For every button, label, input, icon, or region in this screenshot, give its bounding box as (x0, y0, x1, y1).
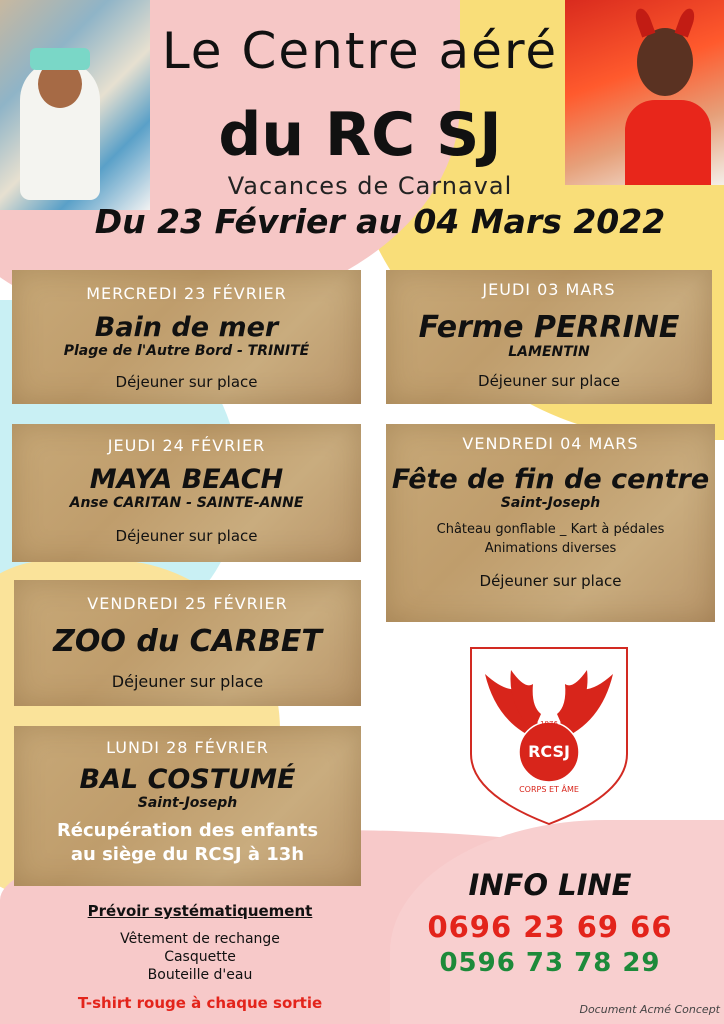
activity-card-vendredi-25 (14, 580, 361, 706)
activity-title: BAL COSTUMÉ (79, 764, 296, 795)
activity-title: Ferme PERRINE (418, 310, 680, 345)
pickup-line-2: au siège du RCSJ à 13h (70, 843, 305, 865)
activity-lunch: Déjeuner sur place (111, 672, 264, 691)
tshirt-note: T-shirt rouge à chaque sortie (77, 994, 323, 1012)
checklist-item: Vêtement de rechange (120, 931, 280, 947)
activity-card-lundi-28 (14, 726, 361, 886)
activity-location: LAMENTIN (508, 344, 590, 360)
activity-title: Bain de mer (94, 312, 279, 343)
subtitle: Vacances de Carnaval (227, 172, 513, 200)
activity-day: MERCREDI 23 FÉVRIER (86, 284, 287, 303)
pickup-line-1: Récupération des enfants (56, 819, 319, 841)
phone-number-landline: 0596 73 78 29 (439, 948, 661, 978)
document-credit: Document Acmé Concept (579, 1003, 720, 1016)
activity-card-jeudi-03 (386, 270, 712, 404)
activity-day: VENDREDI 04 MARS (462, 434, 639, 453)
activity-lunch: Déjeuner sur place (115, 526, 258, 545)
activity-note-line-1: Château gonflable _ Kart à pédales (436, 521, 665, 537)
logo-year: 1976 (540, 720, 558, 728)
activity-location: Saint-Joseph (137, 794, 238, 811)
phone-number-mobile: 0696 23 69 66 (427, 910, 673, 944)
activity-card-jeudi-24 (12, 424, 361, 562)
rcsj-club-logo (467, 644, 631, 828)
date-range: Du 23 Février au 04 Mars 2022 (94, 202, 666, 241)
activity-note-line-2: Animations diverses (484, 540, 617, 556)
carnival-child-photo-right (565, 0, 724, 185)
activity-title: Fête de fin de centre (391, 464, 710, 495)
activity-day: VENDREDI 25 FÉVRIER (87, 594, 288, 613)
checklist-item: Casquette (164, 949, 236, 966)
activity-lunch: Déjeuner sur place (479, 572, 622, 591)
checklist-item: Bouteille d'eau (147, 967, 253, 984)
activity-location: Saint-Joseph (500, 494, 601, 511)
logo-name: RCSJ (528, 742, 570, 761)
activity-title: MAYA BEACH (89, 464, 284, 495)
info-line-title: INFO LINE (468, 868, 632, 902)
activity-lunch: Déjeuner sur place (478, 372, 620, 390)
activity-card-mercredi (12, 270, 361, 404)
checklist-title: Prévoir systématiquement (87, 902, 313, 920)
activity-location: Anse CARITAN - SAINTE-ANNE (69, 494, 304, 511)
activity-card-vendredi-04 (386, 424, 715, 622)
title-line-1: Le Centre aéré (161, 22, 559, 80)
activity-day: JEUDI 24 FÉVRIER (107, 436, 266, 455)
title-line-2: du RC SJ (218, 100, 502, 170)
activity-lunch: Déjeuner sur place (115, 372, 258, 391)
activity-title: ZOO du CARBET (53, 624, 322, 659)
logo-motto: CORPS ET ÂME (519, 785, 579, 794)
activity-day: JEUDI 03 MARS (482, 280, 616, 299)
carnival-child-photo-left (0, 0, 150, 210)
checklist-items (40, 930, 360, 985)
activity-location: Plage de l'Autre Bord - TRINITÉ (63, 342, 310, 359)
activity-day: LUNDI 28 FÉVRIER (106, 738, 269, 757)
